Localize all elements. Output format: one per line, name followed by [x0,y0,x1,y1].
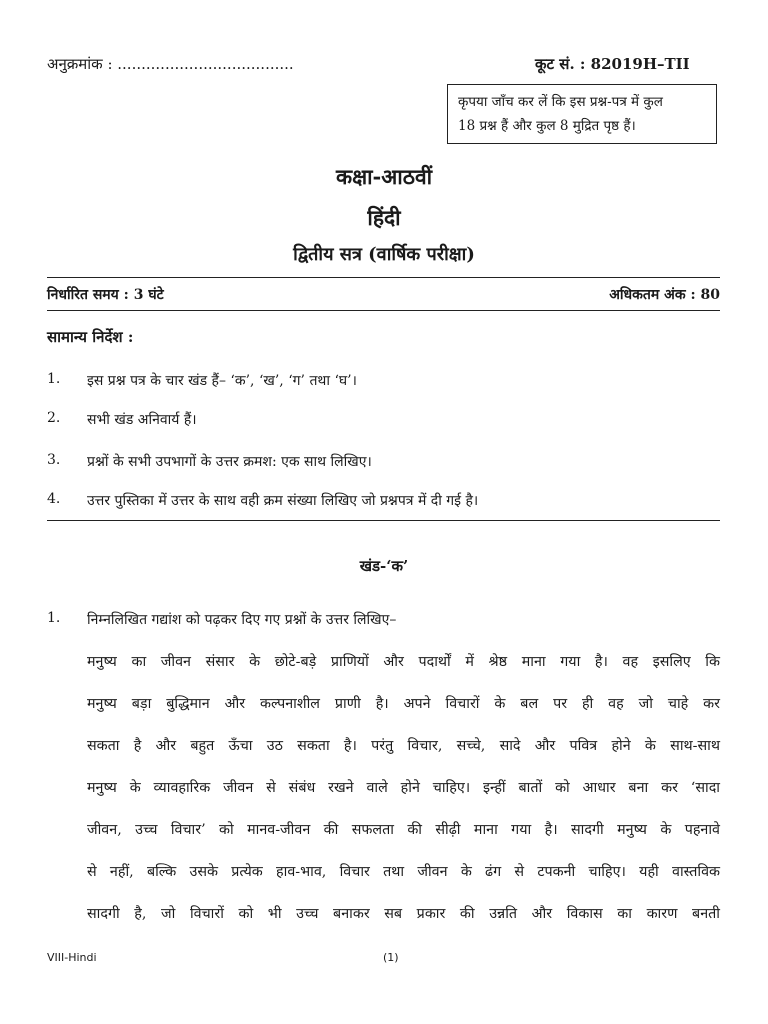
max-marks: अधिकतम अंक : 80 [609,287,720,303]
instruction-number: 2. [47,410,61,426]
notice-line-1: कृपया जाँच कर लें कि इस प्रश्न-पत्र में कुल [458,94,663,110]
question-number: 1. [47,610,61,626]
instruction-text: प्रश्नों के सभी उपभागों के उत्तर क्रमश: एक साथ लिखिए। [87,454,372,470]
divider-instructions [47,520,720,521]
page-number: (1) [383,951,399,964]
passage-line: जीवन, उच्च विचार’ को मानव-जीवन की सफलता की सीढ़ी माना गया है। सादगी मनुष्य के पहनावे [87,822,720,838]
footer-subject: VIII-Hindi [47,951,97,964]
instructions-heading: सामान्य निर्देश : [47,328,134,346]
subject-title: हिंदी [367,205,401,230]
instruction-text: उत्तर पुस्तिका में उत्तर के साथ वही क्रम संख्या लिखिए जो प्रश्नपत्र में दी गई है। [87,493,479,509]
class-title: कक्षा-आठवीं [335,164,433,189]
passage-line: से नहीं, बल्कि उसके प्रत्येक हाव-भाव, विचार तथा जीवन के ढंग से टपकनी चाहिए। यही वास्तविक [87,864,720,880]
passage-line: मनुष्य के व्यावहारिक जीवन से संबंध रखने वाले होने चाहिए। इन्हीं बातों को आधार बना कर ‘सादा [87,780,720,796]
instruction-number: 4. [47,491,61,507]
passage-line: मनुष्य बड़ा बुद्धिमान और कल्पनाशील प्राणी है। अपने विचारों के बल पर ही वह जो चाहे कर [87,696,720,712]
divider-top [47,277,720,278]
time-allowed: निर्धारित समय : 3 घंटे [47,287,164,303]
term-title: द्वितीय सत्र (वार्षिक परीक्षा) [293,244,475,265]
passage-line: मनुष्य का जीवन संसार के छोटे-बड़े प्राणियों और पदार्थों में श्रेष्ठ माना गया है। वह इसलिए कि [87,654,720,670]
divider-meta [47,310,720,311]
instruction-text: इस प्रश्न पत्र के चार खंड हैं– ‘क’, ‘ख’, ‘ग’ तथा ‘घ’। [87,373,357,389]
roll-number-field: अनुक्रमांक : ..................................... [47,55,294,73]
notice-box [447,84,717,144]
question-text: निम्नलिखित गद्यांश को पढ़कर दिए गए प्रश्नों के उत्तर लिखिए– [87,612,397,628]
paper-code: कूट सं. : 82019H–TII [535,55,690,73]
instruction-number: 1. [47,371,61,387]
section-title: खंड-‘क’ [359,557,409,575]
instruction-number: 3. [47,452,61,468]
passage-line: सकता है और बहुत ऊँचा उठ सकता है। परंतु विचार, सच्चे, सादे और पवित्र होने के साथ-साथ [87,738,720,754]
instruction-text: सभी खंड अनिवार्य हैं। [87,412,197,428]
passage-line: सादगी है, जो विचारों को भी उच्च बनाकर सब प्रकार की उन्नति और विकास का कारण बनती [87,906,720,922]
notice-line-2: 18 प्रश्न हैं और कुल 8 मुद्रित पृष्ठ हैं। [458,118,636,134]
